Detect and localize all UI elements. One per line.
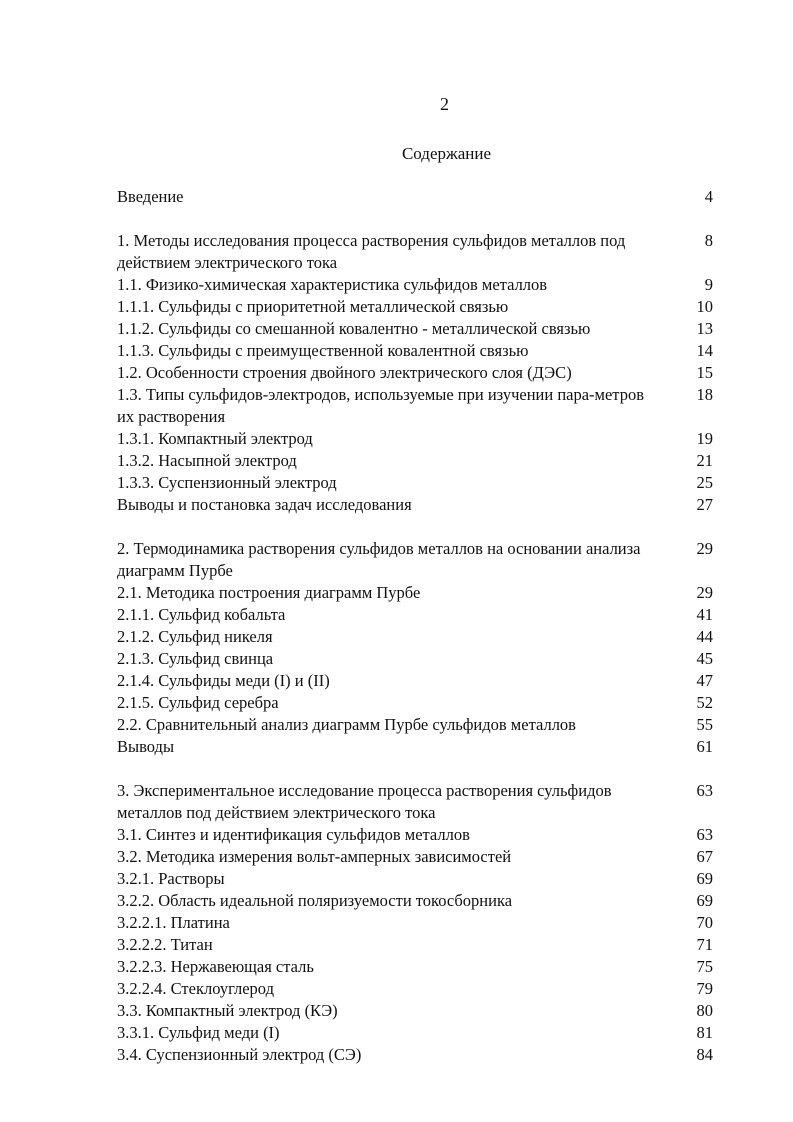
toc-entry-title: 1.3.2. Насыпной электрод: [117, 451, 297, 470]
toc-entry-title: 1.3.1. Компактный электрод: [117, 429, 313, 448]
toc-entry: [117, 890, 713, 912]
toc-entry: [117, 538, 713, 582]
toc-entry: [117, 670, 713, 692]
section-spacer: [117, 758, 713, 780]
toc-entry: [117, 340, 713, 362]
toc-entry: [117, 450, 713, 472]
toc-entry: [117, 274, 713, 296]
toc-entry: [117, 428, 713, 450]
toc-entry: [117, 736, 713, 758]
toc-entry-title: 2.1.1. Сульфид кобальта: [117, 605, 286, 624]
toc-entry: [117, 626, 713, 648]
toc-entry-page: 84: [696, 1045, 713, 1064]
page-number: 2: [440, 94, 449, 114]
toc-entry: [117, 1044, 713, 1066]
toc-entry-title: 2.1. Методика построения диаграмм Пурбе: [117, 583, 421, 602]
toc-entry: [117, 648, 713, 670]
toc-entry-title: 3.2.1. Растворы: [117, 869, 225, 888]
toc-entry-title: 3.2.2. Область идеальной поляризуемости токосборника: [117, 891, 513, 910]
toc-entry-page: 69: [696, 891, 713, 910]
toc-entry: [117, 912, 713, 934]
toc-entry-page: 55: [696, 715, 713, 734]
table-of-contents: [117, 186, 713, 1066]
toc-entry-page: 52: [696, 693, 713, 712]
toc-entry: [117, 956, 713, 978]
toc-entry: [117, 384, 713, 428]
toc-entry-page: 67: [696, 847, 713, 866]
toc-entry-title: Выводы: [117, 737, 175, 756]
toc-entry-title: 1.1.2. Сульфиды со смешанной ковалентно - металлической связью: [117, 319, 591, 338]
toc-entry-page: 13: [696, 319, 713, 338]
toc-entry-page: 44: [696, 627, 713, 646]
toc-entry: [117, 494, 713, 516]
toc-entry-title: 1.1. Физико-химическая характеристика сульфидов металлов: [117, 275, 548, 294]
toc-entry-page: 80: [696, 1001, 713, 1020]
toc-entry-title: 1.1.1. Сульфиды с приоритетной металлической связью: [117, 297, 509, 316]
toc-entry-page: 18: [696, 385, 713, 404]
toc-entry-page: 4: [704, 187, 713, 206]
toc-entry-title: 3.3. Компактный электрод (КЭ): [117, 1001, 338, 1020]
toc-entry-page: 15: [696, 363, 713, 382]
toc-entry-title: 3.3.1. Сульфид меди (I): [117, 1023, 280, 1042]
toc-entry: [117, 934, 713, 956]
toc-entry-title: 1.2. Особенности строения двойного электрического слоя (ДЭС): [117, 363, 572, 382]
toc-entry-page: 9: [704, 275, 713, 294]
toc-entry: [117, 868, 713, 890]
toc-entry-page: 75: [696, 957, 713, 976]
toc-entry-page: 63: [696, 825, 713, 844]
toc-entry: [117, 714, 713, 736]
toc-entry-page: 63: [696, 781, 713, 800]
toc-entry-page: 25: [696, 473, 713, 492]
toc-entry: [117, 582, 713, 604]
toc-entry: [117, 230, 713, 274]
toc-entry-page: 79: [696, 979, 713, 998]
section-spacer: [117, 208, 713, 230]
toc-entry-page: 21: [696, 451, 713, 470]
toc-entry: [117, 824, 713, 846]
toc-entry-title: Введение: [117, 187, 184, 206]
toc-entry-page: 14: [696, 341, 713, 360]
toc-entry-title: Выводы и постановка задач исследования: [117, 495, 412, 514]
toc-entry-page: 70: [696, 913, 713, 932]
toc-entry-title: 1.1.3. Сульфиды с преимущественной ковалентной связью: [117, 341, 529, 360]
toc-entry: [117, 604, 713, 626]
toc-entry-page: 81: [696, 1023, 713, 1042]
section-spacer: [117, 516, 713, 538]
toc-entry-page: 29: [696, 583, 713, 602]
toc-entry-title: 3.2.2.1. Платина: [117, 913, 230, 932]
toc-entry-title: 3.4. Суспензионный электрод (СЭ): [117, 1045, 362, 1064]
toc-entry: [117, 318, 713, 340]
toc-entry-title: 1. Методы исследования процесса растворения сульфидов металлов под действием электрического тока: [117, 231, 626, 272]
toc-entry-title: 3.2. Методика измерения вольт-амперных зависимостей: [117, 847, 512, 866]
toc-entry-title: 2.2. Сравнительный анализ диаграмм Пурбе сульфидов металлов: [117, 715, 576, 734]
toc-entry-page: 41: [696, 605, 713, 624]
toc-entry-page: 8: [704, 231, 713, 250]
toc-entry-page: 27: [696, 495, 713, 514]
toc-entry-title: 3.1. Синтез и идентификация сульфидов металлов: [117, 825, 470, 844]
toc-entry-page: 61: [696, 737, 713, 756]
toc-entry-page: 47: [696, 671, 713, 690]
toc-entry-page: 10: [696, 297, 713, 316]
toc-entry: [117, 780, 713, 824]
toc-entry: [117, 186, 713, 208]
toc-entry: [117, 362, 713, 384]
toc-entry-page: 19: [696, 429, 713, 448]
toc-entry: [117, 472, 713, 494]
toc-entry-title: 2.1.5. Сульфид серебра: [117, 693, 279, 712]
toc-entry-title: 2.1.3. Сульфид свинца: [117, 649, 274, 668]
toc-entry-title: 2.1.4. Сульфиды меди (I) и (II): [117, 671, 330, 690]
toc-entry: [117, 1000, 713, 1022]
toc-entry-title: 2. Термодинамика растворения сульфидов металлов на основании анализа диаграмм Пурбе: [117, 539, 641, 580]
toc-entry-page: 29: [696, 539, 713, 558]
toc-entry-title: 3.2.2.4. Стеклоуглерод: [117, 979, 274, 998]
toc-entry-page: 71: [696, 935, 713, 954]
toc-entry-page: 45: [696, 649, 713, 668]
toc-entry-page: 69: [696, 869, 713, 888]
toc-entry-title: 3.2.2.2. Титан: [117, 935, 213, 954]
toc-entry-title: 1.3. Типы сульфидов-электродов, используемые при изучении пара-метров их растворения: [117, 385, 645, 426]
toc-entry: [117, 1022, 713, 1044]
page-title: Содержание: [401, 144, 492, 163]
toc-entry-title: 2.1.2. Сульфид никеля: [117, 627, 273, 646]
toc-entry: [117, 978, 713, 1000]
toc-entry-title: 3.2.2.3. Нержавеющая сталь: [117, 957, 314, 976]
toc-entry: [117, 692, 713, 714]
toc-entry: [117, 296, 713, 318]
toc-entry-title: 3. Экспериментальное исследование процесса растворения сульфидов металлов под действием электрического тока: [117, 781, 612, 822]
toc-entry-title: 1.3.3. Суспензионный электрод: [117, 473, 337, 492]
toc-entry: [117, 846, 713, 868]
